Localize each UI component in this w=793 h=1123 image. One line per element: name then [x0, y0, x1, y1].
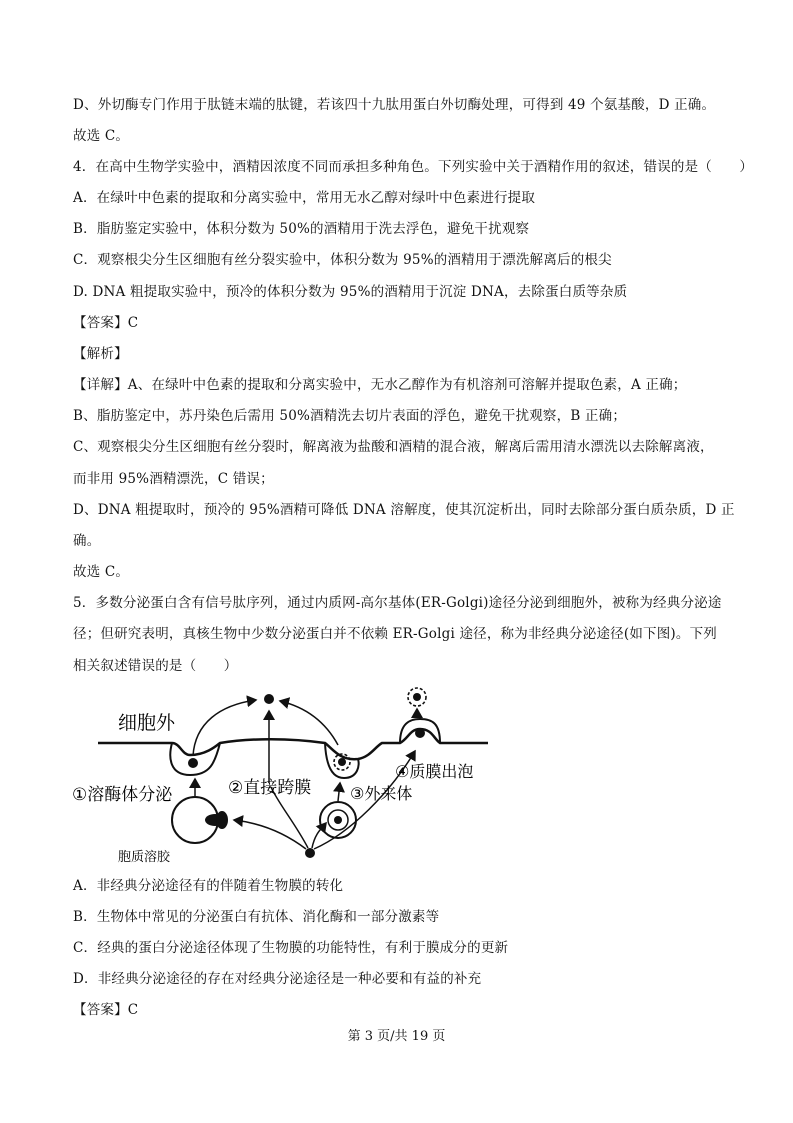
answer-4: 【答案】C	[73, 315, 139, 331]
line-2: 故选 C。	[73, 128, 130, 144]
secretion-pathway-diagram	[70, 683, 490, 868]
question-5-stem-3: 相关叙述错误的是（ ）	[73, 658, 238, 674]
path2-label: ②直接跨膜	[228, 778, 312, 798]
cytosol-label: 胞质溶胶	[118, 850, 171, 865]
question-4-option-c: C．观察根尖分生区细胞有丝分裂实验中，体积分数为 95%的酒精用于漂洗解离后的根尖	[73, 252, 612, 268]
secreted-protein	[264, 694, 274, 704]
question-5-option-c: C．经典的蛋白分泌途径体现了生物膜的功能特性，有利于膜成分的更新	[73, 940, 509, 956]
question-4-stem: 4．在高中生物学实验中，酒精因浓度不同而承担多种角色。下列实验中关于酒精作用的叙述，错误的是（ ）	[73, 159, 754, 175]
cytosolic-protein	[305, 848, 315, 858]
dot-pocket-1	[188, 758, 198, 768]
path4-label: ④质膜出泡	[395, 762, 474, 781]
explanation-d-2: 确。	[73, 533, 101, 549]
explanation-b: B、脂肪鉴定中，苏丹染色后需用 50%酒精洗去切片表面的浮色，避免干扰观察，B 正确；	[73, 408, 627, 424]
page-footer: 第 3 页/共 19 页	[347, 1029, 446, 1044]
line-1: D、外切酶专门作用于肽链末端的肽键，若该四十九肽用蛋白外切酶处理，可得到 49 个氨基酸，D 正确。	[73, 97, 716, 113]
explanation-a: 【详解】A、在绿叶中色素的提取和分离实验中，无水乙醇作为有机溶剂可溶解并提取色素，A 正确；	[73, 377, 687, 393]
explanation-c-2: 而非用 95%酒精漂洗，C 错误；	[73, 471, 274, 487]
path1-label: ①溶酶体分泌	[72, 785, 173, 805]
outside-label: 细胞外	[118, 712, 176, 734]
question-4-option-a: A．在绿叶中色素的提取和分离实验中，常用无水乙醇对绿叶中色素进行提取	[73, 190, 536, 206]
answer-5: 【答案】C	[73, 1002, 139, 1018]
question-4-option-d: D. DNA 粗提取实验中，预冷的体积分数为 95%的酒精用于沉淀 DNA，去除蛋白质等杂质	[73, 284, 628, 300]
question-5-stem-2: 径；但研究表明，真核生物中少数分泌蛋白并不依赖 ER-Golgi 途径，称为非经典分泌途径(如下图)。下列	[73, 626, 717, 642]
conclusion-4: 故选 C。	[73, 564, 130, 580]
path3-label: ③外来体	[350, 784, 413, 803]
question-5-option-a: A．非经典分泌途径有的伴随着生物膜的转化	[73, 878, 344, 894]
question-5-stem-1: 5．多数分泌蛋白含有信号肽序列，通过内质网-高尔基体(ER-Golgi)途径分泌到细胞外，被称为经典分泌途	[73, 595, 722, 611]
explanation-d-1: D、DNA 粗提取时，预冷的 95%酒精可降低 DNA 溶解度，使其沉淀析出，同时去除部分蛋白质杂质，D 正	[73, 502, 735, 518]
question-5-option-d: D．非经典分泌途径的存在对经典分泌途径是一种必要和有益的补充	[73, 971, 482, 987]
analysis-heading: 【解析】	[73, 346, 128, 362]
question-5-option-b: B．生物体中常见的分泌蛋白有抗体、消化酶和一部分激素等	[73, 909, 440, 925]
explanation-c-1: C、观察根尖分生区细胞有丝分裂时，解离液为盐酸和酒精的混合液，解离后需用清水漂洗以去除解离液，	[73, 439, 714, 455]
question-4-option-b: B．脂肪鉴定实验中，体积分数为 50%的酒精用于洗去浮色，避免干扰观察	[73, 221, 530, 237]
